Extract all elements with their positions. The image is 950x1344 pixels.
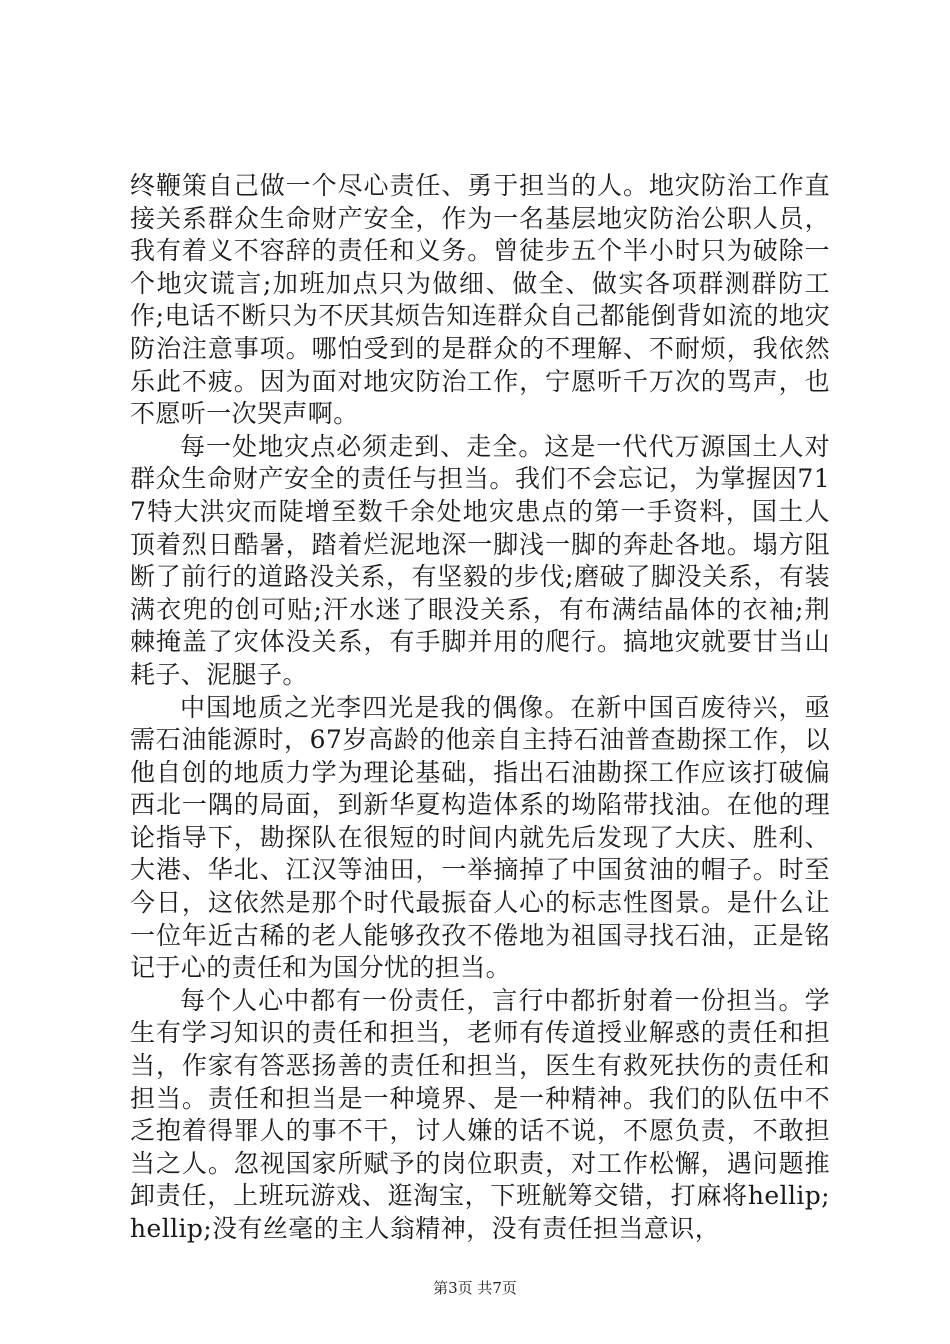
paragraph-1: 终鞭策自己做一个尽心责任、勇于担当的人。地灾防治工作直接关系群众生命财产安全，作为一名基层地灾防治公职人员，我有着义不容辞的责任和义务。曾徒步五个半小时只为破除一个地灾谎言;加班加点只为做细、做全、做实各项群测群防工作;电话不断只为不厌其烦告知连群众自己都能倒背如流的地灾防治注意事项。哪怕受到的是群众的不理解、不耐烦，我依然乐此不疲。因为面对地灾防治工作，宁愿听千万次的骂声，也不愿听一次哭声啊。 [130, 171, 830, 429]
document-body [130, 170, 830, 1246]
paragraph-2: 每一处地灾点必须走到、走全。这是一代代万源国土人对群众生命财产安全的责任与担当。我们不会忘记，为掌握因717特大洪灾而陡增至数千余处地灾患点的第一手资料，国土人顶着烈日酷暑，踏着烂泥地深一脚浅一脚的奔赴各地。塌方阻断了前行的道路没关系，有坚毅的步伐;磨破了脚没关系，有装满衣兜的创可贴;汗水迷了眼没关系，有布满结晶体的衣袖;荆棘掩盖了灾体没关系，有手脚并用的爬行。搞地灾就要甘当山耗子、泥腿子。 [130, 431, 830, 689]
paragraph-3: 中国地质之光李四光是我的偶像。在新中国百废待兴，亟需石油能源时，67岁高龄的他亲自主持石油普查勘探工作，以他自创的地质力学为理论基础，指出石油勘探工作应该打破偏西北一隅的局面，到新华夏构造体系的坳陷带找油。在他的理论指导下，勘探队在很短的时间内就先后发现了大庆、胜利、大港、华北、江汉等油田，一举摘掉了中国贫油的帽子。时至今日，这依然是那个时代最振奋人心的标志性图景。是什么让一位年近古稀的老人能够孜孜不倦地为祖国寻找石油，正是铭记于心的责任和为国分忧的担当。 [130, 692, 830, 983]
paragraph-4: 每个人心中都有一份责任，言行中都折射着一份担当。学生有学习知识的责任和担当，老师有传道授业解惑的责任和担当，作家有答恶扬善的责任和担当，医生有救死扶伤的责任和担当。责任和担当是一种境界、是一种精神。我们的队伍中不乏抱着得罪人的事不干，讨人嫌的话不说，不愿负责，不敢担当之人。忽视国家所赋予的岗位职责，对工作松懈，遇问题推卸责任，上班玩游戏、逛淘宝，下班觥筹交错，打麻将hellip;hellip;没有丝毫的主人翁精神，没有责任担当意识， [130, 985, 830, 1243]
page-number-footer: 第3页 共7页 [433, 1279, 517, 1297]
